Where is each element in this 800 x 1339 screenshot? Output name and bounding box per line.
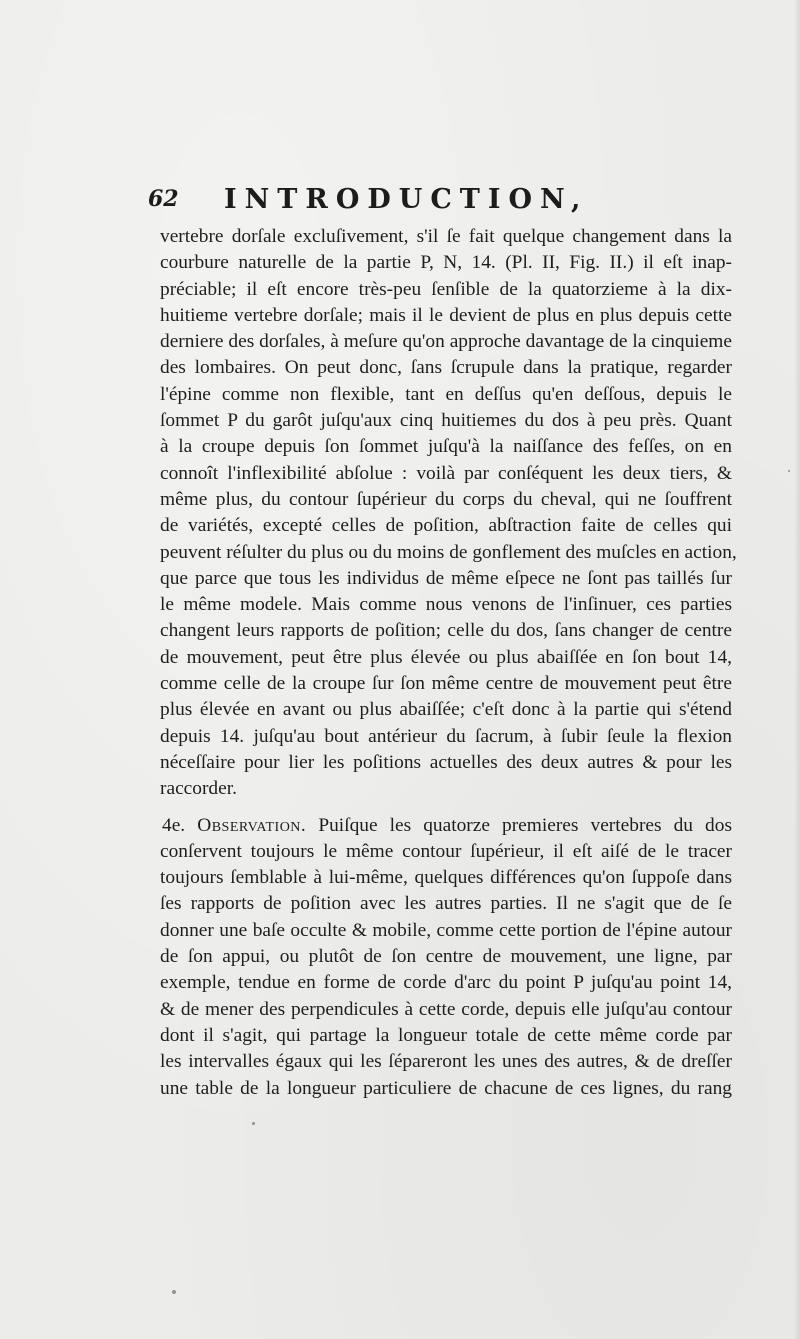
text-line: peuvent réſulter du plus ou du moins de gonflement des muſcles en action, (160, 541, 737, 563)
text-line: néceſſaire pour lier les poſitions actuelles des deux autres & pour les (160, 751, 732, 773)
text-line: raccorder. (160, 778, 237, 800)
text-line: une table de la longueur particuliere de chacune de ces lignes, du rang (160, 1077, 732, 1099)
page-number: 62 (148, 186, 179, 212)
paragraph-2 (160, 813, 732, 1102)
paper-speck (788, 470, 790, 472)
text-line: connoît l'inflexibilité abſolue : voilà par conſéquent les deux tiers, & (160, 462, 732, 484)
paper-speck (252, 1122, 255, 1125)
paragraph-2-first-line (160, 813, 732, 839)
paragraph-1 (160, 224, 737, 803)
text-line: même plus, du contour ſupérieur du corps du cheval, qui ne ſouffrent (160, 488, 732, 510)
text-line: l'épine comme non flexible, tant en deſſus qu'en deſſous, depuis le (160, 383, 732, 405)
text-line: que parce que tous les individus de même eſpece ne ſont pas taillés ſur (160, 567, 732, 589)
paragraph-gap (160, 803, 732, 813)
paper-speck (172, 1290, 176, 1294)
text-line: conſervent toujours le même contour ſupérieur, il eſt aiſé de le tracer (160, 840, 732, 862)
text-line: plus élevée en avant ou plus abaiſſée; c'eſt donc à la partie qui s'étend (160, 699, 732, 721)
text-line: de variétés, excepté celles de poſition, abſtraction faite de celles qui (160, 515, 732, 537)
page-header (148, 184, 740, 220)
text-line: les intervalles égaux qui les ſépareront les unes des autres, & de dreſſer (160, 1051, 732, 1073)
text-line: à la croupe depuis ſon ſommet juſqu'à la naiſſance des feſſes, on en (160, 436, 732, 458)
text-line: huitieme vertebre dorſale; mais il le devient de plus en plus depuis cette (160, 304, 732, 326)
running-title: INTRODUCTION, (224, 184, 589, 215)
text-line: donner une baſe occulte & mobile, comme cette portion de l'épine autour (160, 919, 732, 941)
observation-number: 4e. (162, 814, 186, 836)
text-line: des lombaires. On peut donc, ſans ſcrupule dans la pratique, regarder (160, 357, 732, 379)
text-line: derniere des dorſales, à meſure qu'on approche davantage de la cinquieme (160, 331, 732, 353)
text-line: toujours ſemblable à lui-même, quelques différences qu'on ſuppoſe dans (160, 867, 732, 889)
body-text (160, 224, 737, 1102)
text-line: depuis 14. juſqu'au bout antérieur du ſacrum, à ſubir ſeule la flexion (160, 725, 732, 747)
text-line: de ſon appui, ou plutôt de ſon centre de mouvement, une ligne, par (160, 946, 732, 968)
text-line: le même modele. Mais comme nous venons de l'inſinuer, ces parties (160, 594, 732, 616)
text-line: exemple, tendue en forme de corde d'arc du point P juſqu'au point 14, (160, 972, 732, 994)
text-line: changent leurs rapports de poſition; celle du dos, ſans changer de centre (160, 620, 732, 642)
text-line: de mouvement, peut être plus élevée ou plus abaiſſée en ſon bout 14, (160, 646, 732, 668)
text-line: comme celle de la croupe ſur ſon même centre de mouvement peut être (160, 673, 732, 695)
page-edge-shadow (794, 0, 800, 1339)
paragraph-2-first-line-text: Puiſque les quatorze premieres vertebres du dos (318, 814, 732, 836)
text-line: ſes rapports de poſition avec les autres parties. Il ne s'agit que de ſe (160, 893, 732, 915)
observation-heading: Observation. (197, 814, 307, 836)
text-line: vertebre dorſale excluſivement, s'il ſe fait quelque changement dans la (160, 226, 732, 247)
text-line: & de mener des perpendicules à cette corde, depuis elle juſqu'au contour (160, 998, 732, 1020)
text-line: ſommet P du garôt juſqu'aux cinq huitiemes du dos à peu près. Quant (160, 410, 732, 432)
text-line: dont il s'agit, qui partage la longueur totale de cette même corde par (160, 1024, 732, 1046)
text-line: préciable; il eſt encore très-peu ſenſible de la quatorzieme à la dix- (160, 278, 732, 300)
text-line: courbure naturelle de la partie P, N, 14. (Pl. II, Fig. II.) il eſt inap- (160, 252, 732, 274)
